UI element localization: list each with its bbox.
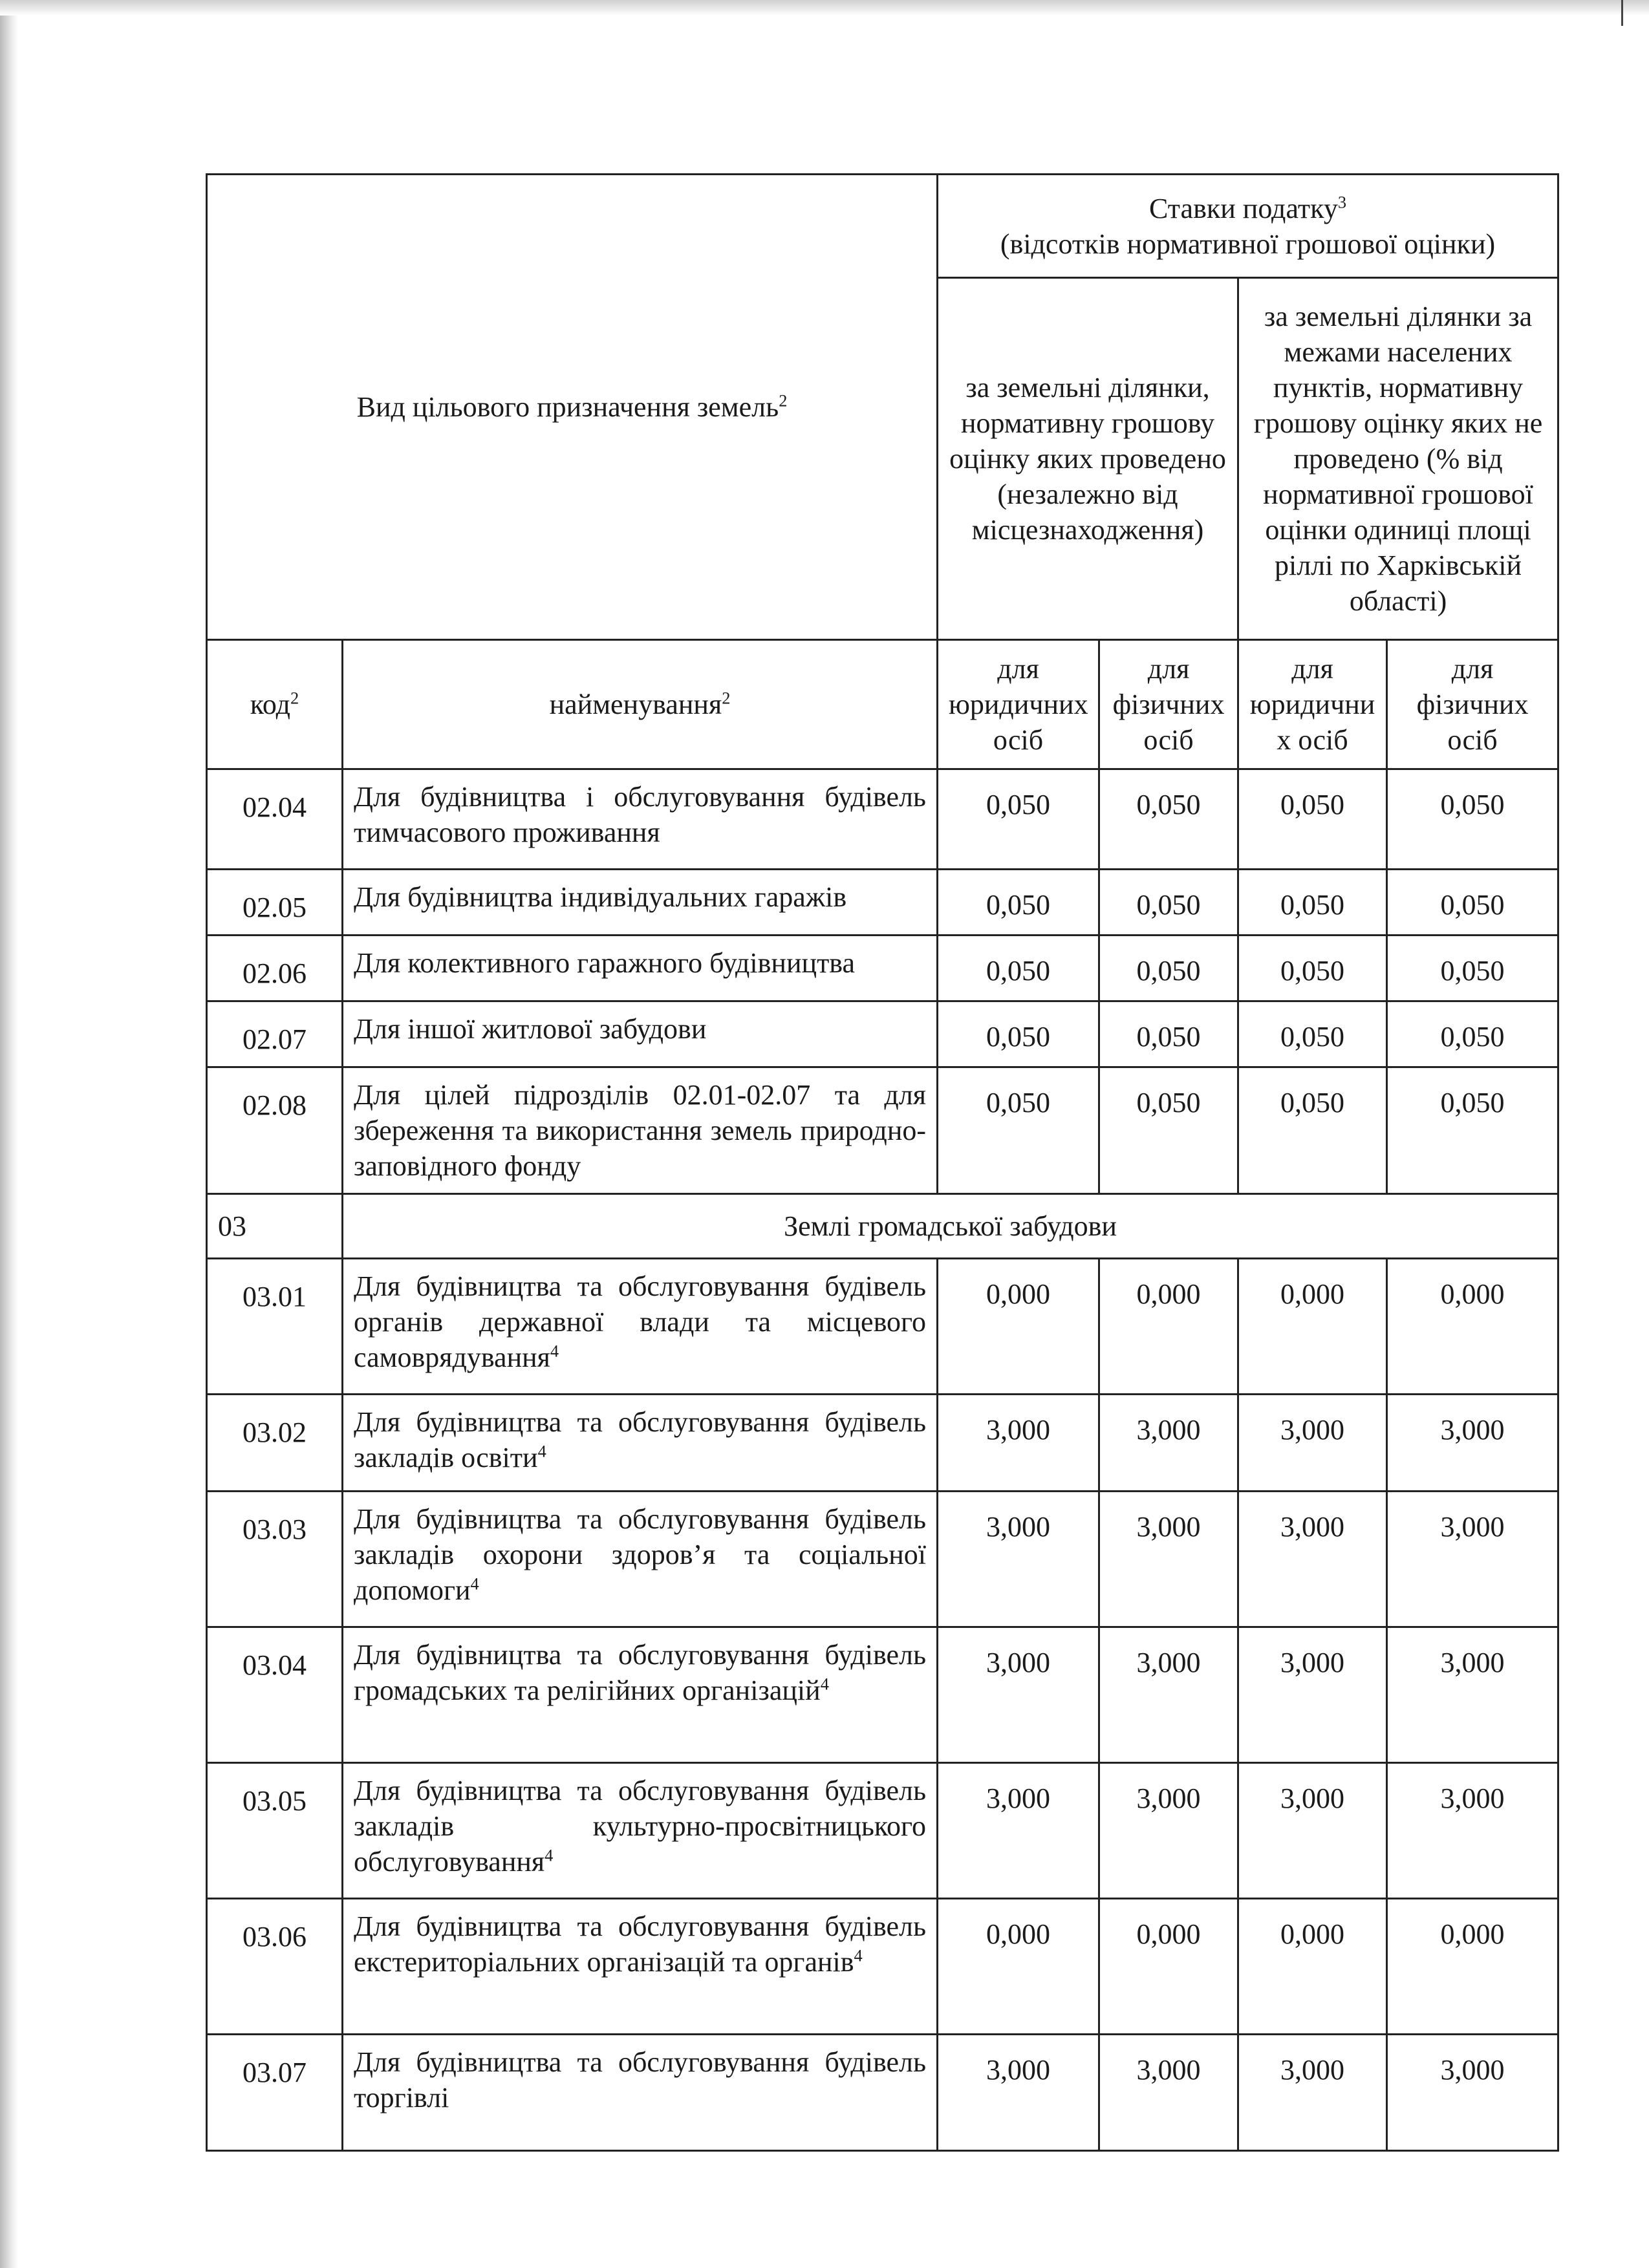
table-row — [207, 769, 1558, 870]
rate-physical-not-assessed: 0,000 — [1387, 1259, 1558, 1395]
row-name: Для будівництва та обслуговування будівель торгівлі — [343, 2035, 938, 2151]
table-row — [207, 1067, 1558, 1194]
purpose-header-sup: 2 — [779, 390, 788, 411]
header-row-3 — [207, 640, 1558, 769]
footnote-sup: 4 — [820, 1674, 829, 1694]
rate-legal-not-assessed: 0,050 — [1238, 1067, 1387, 1194]
not-assessed-header: за земельні ділянки за межами населених пунктів, нормативну грошову оцінку яких не проведено (% від нормативної грошової оцінки одиниці площі ріллі по Харківській області) — [1238, 278, 1558, 640]
rates-header-sub: (відсотків нормативної грошової оцінки) — [1000, 228, 1496, 260]
rate-physical-not-assessed: 0,050 — [1387, 1001, 1558, 1067]
footnote-sup: 4 — [854, 1945, 863, 1965]
rate-legal-not-assessed: 0,000 — [1238, 1899, 1387, 2035]
row-code: 03.04 — [207, 1627, 343, 1763]
code-header-label: код — [250, 689, 291, 720]
row-name-text: Для будівництва та обслуговування будівель екстериторіальних організацій та органів — [354, 1910, 927, 1978]
row-name — [343, 1627, 938, 1763]
rate-legal-not-assessed: 0,050 — [1238, 936, 1387, 1001]
rate-legal-assessed: 0,000 — [938, 1259, 1099, 1395]
rate-legal-assessed: 0,050 — [938, 1001, 1099, 1067]
physical-assessed-header: для фізичних осіб — [1099, 640, 1238, 769]
rates-header — [938, 175, 1558, 278]
footnote-sup: 4 — [550, 1341, 559, 1361]
rate-physical-not-assessed: 3,000 — [1387, 2035, 1558, 2151]
rate-legal-not-assessed: 3,000 — [1238, 1627, 1387, 1763]
physical-not-assessed-header: для фізичних осіб — [1387, 640, 1558, 769]
footnote-sup: 4 — [470, 1574, 479, 1594]
rate-physical-not-assessed: 3,000 — [1387, 1492, 1558, 1627]
row-code: 03.06 — [207, 1899, 343, 2035]
rate-legal-not-assessed: 3,000 — [1238, 1395, 1387, 1492]
row-name: Для цілей підрозділів 02.01-02.07 та для збереження та використання земель природно-заповідного фонду — [343, 1067, 938, 1194]
row-name: Для будівництва і обслуговування будівель тимчасового проживання — [343, 769, 938, 870]
rate-physical-assessed: 0,050 — [1099, 1067, 1238, 1194]
legal-not-assessed-header: для юридични х осіб — [1238, 640, 1387, 769]
rate-physical-assessed: 3,000 — [1099, 1627, 1238, 1763]
row-code: 02.07 — [207, 1001, 343, 1067]
row-name-text: Для будівництва та обслуговування будівель закладів охорони здоров’я та соціальної допомоги — [354, 1503, 927, 1606]
rate-physical-not-assessed: 0,050 — [1387, 870, 1558, 936]
row-code: 03.02 — [207, 1395, 343, 1492]
assessed-header: за земельні ділянки, нормативну грошову оцінку яких проведено (незалежно від місцезнаходження) — [938, 278, 1238, 640]
table-row — [207, 1001, 1558, 1067]
section-title: Землі громадської забудови — [343, 1194, 1558, 1259]
rate-physical-not-assessed: 3,000 — [1387, 1627, 1558, 1763]
rate-legal-assessed: 0,000 — [938, 1899, 1099, 2035]
name-header-label: найменування — [549, 689, 722, 720]
table-row — [207, 1395, 1558, 1492]
row-name: Для колективного гаражного будівництва — [343, 936, 938, 1001]
rate-physical-assessed: 0,050 — [1099, 1001, 1238, 1067]
row-name-text: Для будівництва та обслуговування будівель громадських та релігійних організацій — [354, 1639, 927, 1706]
row-code: 03.01 — [207, 1259, 343, 1395]
rate-legal-not-assessed: 0,050 — [1238, 870, 1387, 936]
table-row — [207, 1763, 1558, 1899]
table-row — [207, 2035, 1558, 2151]
name-header-sup: 2 — [722, 688, 731, 708]
row-name — [343, 1395, 938, 1492]
name-header — [343, 640, 938, 769]
row-code: 03.07 — [207, 2035, 343, 2151]
rate-legal-not-assessed: 0,000 — [1238, 1259, 1387, 1395]
row-name: Для будівництва індивідуальних гаражів — [343, 870, 938, 936]
rate-physical-assessed: 3,000 — [1099, 1492, 1238, 1627]
rate-legal-assessed: 3,000 — [938, 1395, 1099, 1492]
row-code: 02.06 — [207, 936, 343, 1001]
code-header-sup: 2 — [290, 688, 299, 708]
section-code: 03 — [207, 1194, 343, 1259]
row-name — [343, 1899, 938, 2035]
row-code: 02.08 — [207, 1067, 343, 1194]
code-header — [207, 640, 343, 769]
scan-corner-mark — [1621, 0, 1643, 26]
row-name — [343, 1259, 938, 1395]
rate-physical-assessed: 0,050 — [1099, 936, 1238, 1001]
rate-legal-not-assessed: 3,000 — [1238, 1492, 1387, 1627]
purpose-header-label: Вид цільового призначення земель — [356, 391, 779, 423]
rate-legal-assessed: 0,050 — [938, 769, 1099, 870]
rate-physical-not-assessed: 0,050 — [1387, 1067, 1558, 1194]
table-row — [207, 936, 1558, 1001]
scan-top-shadow — [0, 0, 1649, 16]
rate-legal-assessed: 3,000 — [938, 2035, 1099, 2151]
header-row-1 — [207, 175, 1558, 278]
row-name-text: Для будівництва та обслуговування будівель закладів освіти — [354, 1406, 927, 1473]
section-row — [207, 1194, 1558, 1259]
rate-legal-assessed: 3,000 — [938, 1492, 1099, 1627]
row-name-text: Для будівництва та обслуговування будівель органів державної влади та місцевого самоврядування — [354, 1270, 927, 1373]
row-code: 02.05 — [207, 870, 343, 936]
row-name — [343, 1763, 938, 1899]
rate-legal-assessed: 0,050 — [938, 1067, 1099, 1194]
rate-legal-assessed: 3,000 — [938, 1627, 1099, 1763]
rates-header-sup: 3 — [1337, 191, 1347, 211]
rate-physical-not-assessed: 0,050 — [1387, 769, 1558, 870]
purpose-header — [207, 175, 938, 640]
rate-physical-assessed: 0,000 — [1099, 1259, 1238, 1395]
rate-physical-not-assessed: 3,000 — [1387, 1763, 1558, 1899]
rate-legal-not-assessed: 0,050 — [1238, 769, 1387, 870]
table-row — [207, 1899, 1558, 2035]
rate-legal-assessed: 0,050 — [938, 870, 1099, 936]
legal-assessed-header: для юридичних осіб — [938, 640, 1099, 769]
rate-legal-assessed: 0,050 — [938, 936, 1099, 1001]
table-row — [207, 870, 1558, 936]
rate-physical-assessed: 0,050 — [1099, 769, 1238, 870]
tax-rate-table — [206, 173, 1559, 2152]
row-code: 03.05 — [207, 1763, 343, 1899]
row-code: 03.03 — [207, 1492, 343, 1627]
rate-physical-not-assessed: 3,000 — [1387, 1395, 1558, 1492]
table-row — [207, 1259, 1558, 1395]
rate-physical-assessed: 3,000 — [1099, 1395, 1238, 1492]
rate-physical-not-assessed: 0,000 — [1387, 1899, 1558, 2035]
row-name: Для іншої житлової забудови — [343, 1001, 938, 1067]
row-name-text: Для будівництва та обслуговування будівель закладів культурно-просвітницького обслуговування — [354, 1775, 927, 1878]
scan-left-shadow — [0, 0, 18, 2268]
rate-legal-not-assessed: 0,050 — [1238, 1001, 1387, 1067]
rate-physical-assessed: 0,050 — [1099, 870, 1238, 936]
rate-legal-assessed: 3,000 — [938, 1763, 1099, 1899]
rate-physical-not-assessed: 0,050 — [1387, 936, 1558, 1001]
footnote-sup: 4 — [537, 1441, 546, 1461]
rates-header-label: Ставки податку — [1149, 192, 1338, 224]
rate-physical-assessed: 0,000 — [1099, 1899, 1238, 2035]
rate-physical-assessed: 3,000 — [1099, 1763, 1238, 1899]
rate-legal-not-assessed: 3,000 — [1238, 2035, 1387, 2151]
row-code: 02.04 — [207, 769, 343, 870]
table-row — [207, 1492, 1558, 1627]
rate-physical-assessed: 3,000 — [1099, 2035, 1238, 2151]
footnote-sup: 4 — [544, 1845, 554, 1865]
row-name — [343, 1492, 938, 1627]
rate-legal-not-assessed: 3,000 — [1238, 1763, 1387, 1899]
table-row — [207, 1627, 1558, 1763]
